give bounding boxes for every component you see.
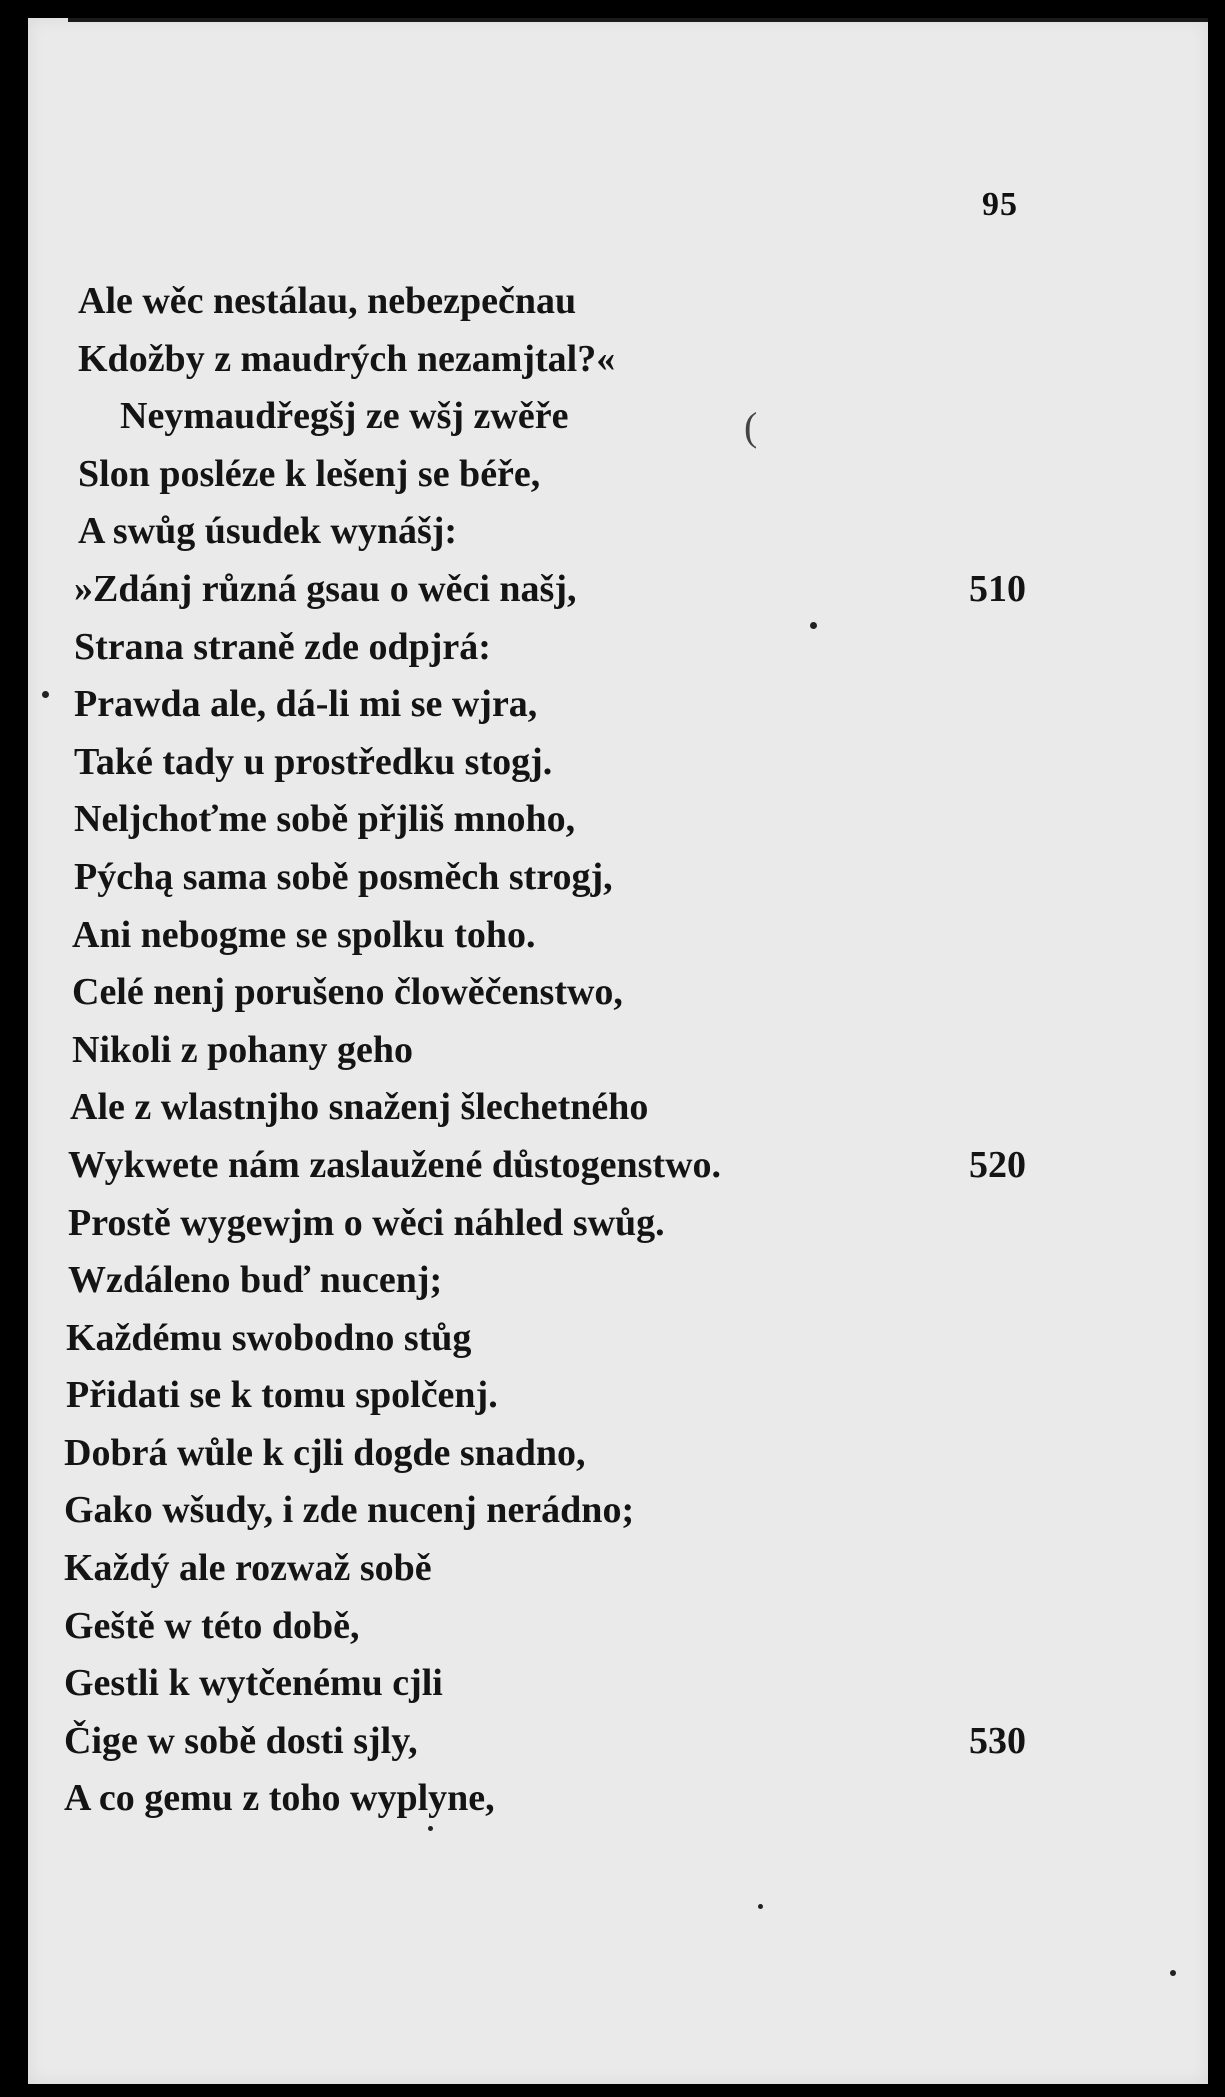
verse-line-text: Prostě wygewjm o wěci náhled swůg. (68, 1201, 665, 1244)
ink-speck (1170, 1970, 1176, 1976)
verse-line (28, 561, 1208, 619)
verse-line-text: Neymaudřegšj ze wšj zwěře (120, 395, 569, 438)
verse-line (28, 446, 1208, 504)
verse-line (28, 849, 1208, 907)
verse-line (28, 331, 1208, 389)
verse-line (28, 1137, 1208, 1195)
ink-speck (810, 622, 817, 629)
verse-line-text: Wykwete nám zaslaužené důstogenstwo. (68, 1143, 722, 1186)
verse-line-text: Kdožby z maudrých nezamjtal?« (78, 337, 616, 380)
verse-line-text: A co gemu z toho wyplyne, (64, 1777, 495, 1820)
verse-line-text: Ale z wlastnjho snaženj šlechetného (70, 1086, 649, 1129)
verse-block (28, 273, 1208, 1828)
verse-line-text: »Zdánj různá gsau o wěci našj, (74, 567, 577, 610)
page-number: 95 (982, 186, 1018, 223)
verse-line-text: Gako wšudy, i zde nucenj nerádno; (64, 1489, 635, 1532)
verse-line (28, 619, 1208, 677)
ink-speck (428, 1826, 433, 1831)
verse-line-text: Celé nenj porušeno člowěčenstwo, (72, 971, 623, 1014)
verse-line (28, 1022, 1208, 1080)
verse-line-text: Pýchą sama sobě posměch strogj, (74, 855, 613, 898)
verse-line (28, 964, 1208, 1022)
verse-line (28, 1079, 1208, 1137)
margin-dot (42, 691, 49, 698)
verse-line-text: Každému swobodno stůg (66, 1316, 472, 1359)
verse-line (28, 1367, 1208, 1425)
verse-line-text: Přidati se k tomu spolčenj. (66, 1374, 498, 1417)
verse-line-text: Ani nebogme se spolku toho. (72, 913, 536, 956)
verse-line (28, 388, 1208, 446)
verse-line (28, 1252, 1208, 1310)
verse-line (28, 1655, 1208, 1713)
pencil-bracket-mark: ( (744, 404, 758, 449)
verse-line-text: Strana straně zde odpjrá: (74, 625, 491, 668)
ink-speck (758, 1904, 763, 1909)
verse-line-text: Ale wěc nestálau, nebezpečnau (78, 280, 577, 322)
verse-line-text: Každý ale rozwaž sobě (64, 1547, 432, 1590)
verse-line (28, 273, 1208, 331)
verse-line (28, 1425, 1208, 1483)
verse-line-text: Wzdáleno buď nucenj; (68, 1259, 443, 1302)
verse-line (28, 907, 1208, 965)
verse-line (28, 1195, 1208, 1253)
verse-line-text: Neljchoťme sobě přjliš mnoho, (74, 798, 576, 841)
line-number: 530 (969, 1719, 1026, 1762)
verse-line (28, 1713, 1208, 1771)
book-page (28, 18, 1208, 2084)
verse-line (28, 503, 1208, 561)
verse-line-text: Slon posléze k lešenj se béře, (78, 452, 541, 495)
line-number: 510 (969, 567, 1026, 610)
verse-line-text: A swůg úsudek wynášj: (78, 510, 458, 553)
verse-line-text: Gestli k wytčenému cjli (64, 1662, 443, 1705)
verse-line-text: Geště w této době, (64, 1604, 360, 1647)
verse-line (28, 791, 1208, 849)
verse-line (28, 676, 1208, 734)
verse-line (28, 1540, 1208, 1598)
top-border-rule (68, 18, 1208, 22)
verse-line-text: Také tady u prostředku stogj. (74, 740, 553, 783)
verse-line-text: Nikoli z pohany geho (72, 1028, 414, 1071)
verse-line (28, 1598, 1208, 1656)
verse-line-text: Prawda ale, dá-li mi se wjra, (74, 683, 538, 726)
verse-line (28, 734, 1208, 792)
verse-line-text: Dobrá wůle k cjli dogde snadno, (64, 1431, 586, 1474)
verse-line (28, 1770, 1208, 1828)
verse-line (28, 1310, 1208, 1368)
verse-line-text: Čige w sobě dosti sjly, (64, 1719, 418, 1762)
verse-line (28, 1482, 1208, 1540)
line-number: 520 (969, 1143, 1026, 1186)
